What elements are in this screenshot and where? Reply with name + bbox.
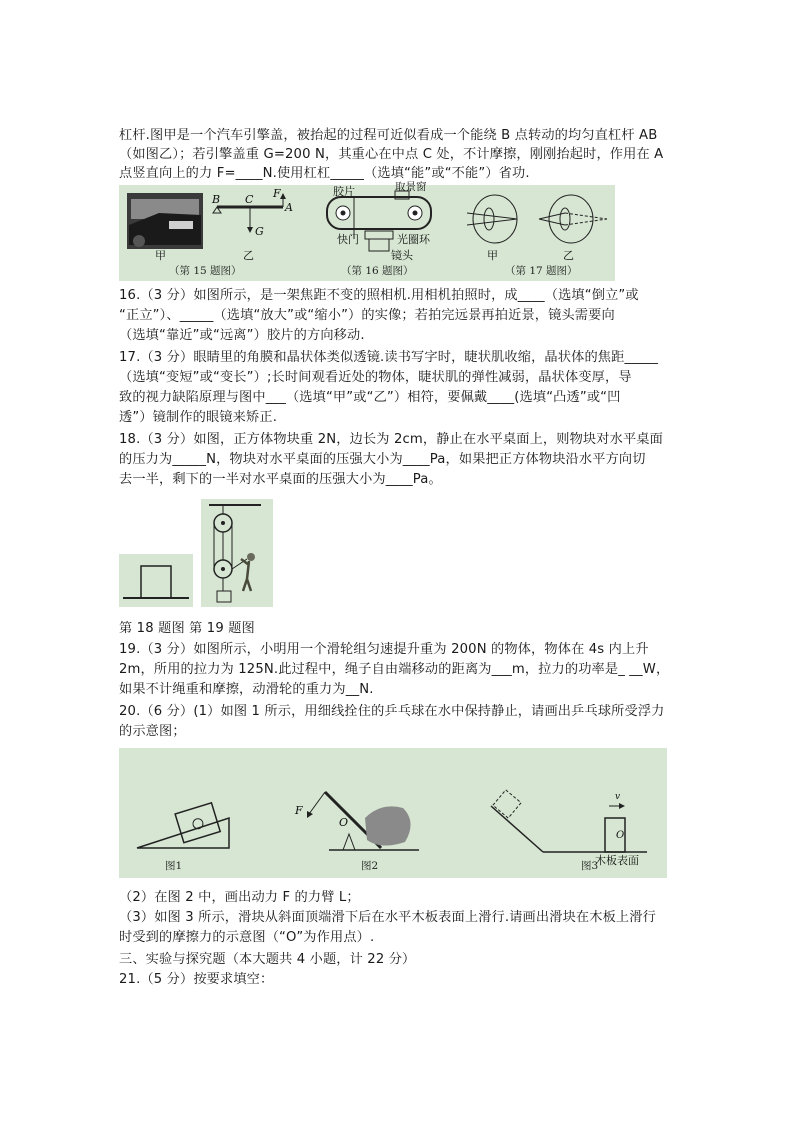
figure-18-drawing <box>119 554 193 607</box>
q19-line-1: 19.（3 分）如图所示，小明用一个滑轮组匀速提升重为 200N 的物体，物体在 4s 内上升 <box>119 642 649 657</box>
q16-line-3: （选填“靠近”或“远离”）胶片的方向移动. <box>119 328 365 343</box>
q15-line-2: （如图乙）；若引擎盖重 G=200 N，其重心在中点 C 处，不计摩擦，刚刚抬起时，作用在 A <box>119 147 664 162</box>
figure-15-16-17 <box>119 181 615 281</box>
fig15-caption: （第 15 题图） <box>169 265 242 277</box>
fig17-caption: （第 17 题图） <box>505 265 578 277</box>
label-B: B <box>212 193 221 206</box>
q20-line-1: 20.（6 分）(1）如图 1 所示，用细线拴住的乒乓球在水中保持静止，请画出乒乓球所受浮力 <box>119 704 665 719</box>
q20-line-2: 的示意图； <box>119 724 186 739</box>
q20-line-5: 时受到的摩擦力的示意图（“O”为作用点）. <box>119 930 375 945</box>
label-F: F <box>273 187 281 200</box>
q18-line-3: 去一半，剩下的一半对水平桌面的压强大小为____Pa。 <box>119 472 442 487</box>
figure-19 <box>201 499 273 607</box>
q16-line-2: “正立”）、_____（选填“放大”或“缩小”）的实像；若拍完远景再拍近景，镜头需要向 <box>119 308 615 323</box>
label-A: A <box>285 201 293 214</box>
label-aperture: 光圈环 <box>397 233 430 246</box>
label-lens: 镜头 <box>391 249 413 262</box>
label-C: C <box>245 193 254 206</box>
label-viewfinder: 取景窗 <box>395 181 427 193</box>
label-F2: F <box>295 804 303 817</box>
fig16-caption: （第 16 题图） <box>341 265 414 277</box>
q20-line-3: （2）在图 2 中，画出动力 F 的力臂 L； <box>119 890 360 905</box>
fig-18-19-caption: 第 18 题图 第 19 题图 <box>119 621 255 636</box>
fig17-jia: 甲 <box>487 249 498 262</box>
section-3-heading: 三、实验与探究题（本大题共 4 小题，计 22 分） <box>119 952 416 967</box>
figure-20 <box>119 748 667 878</box>
fig1-caption: 图1 <box>165 860 183 872</box>
q18-line-1: 18.（3 分）如图，正方体物块重 2N，边长为 2cm，静止在水平桌面上，则物块对水平桌面 <box>119 432 663 447</box>
fig17-yi: 乙 <box>563 249 574 262</box>
fig15-yi: 乙 <box>243 249 254 262</box>
q17-line-2: （选填“变短”或“变长”）;长时间观看近处的物体，睫状肌的弹性减弱，晶状体变厚，导 <box>119 370 632 385</box>
label-O2: O <box>339 816 349 829</box>
q19-line-3: 如果不计绳重和摩擦，动滑轮的重力为__N. <box>119 682 374 697</box>
label-board: 木板表面 <box>595 854 639 867</box>
q17-line-1: 17.（3 分）眼睛里的角膜和晶状体类似透镜.读书写字时，睫状肌收缩，晶状体的焦距_____ <box>119 350 659 365</box>
label-v: v <box>615 792 621 802</box>
fig2-caption: 图2 <box>361 860 379 872</box>
figure-19-drawing <box>201 499 273 607</box>
label-film: 胶片 <box>333 185 355 198</box>
fig15-jia: 甲 <box>155 249 166 262</box>
fig3-caption: 图3 <box>581 860 599 872</box>
q15-line-3: 点竖直向上的力 F=____N.使用杠杠_____（选填“能”或“不能”）省功. <box>119 166 530 181</box>
q19-line-2: 2m，所用的拉力为 125N.此过程中，绳子自由端移动的距离为___m，拉力的功率是_ __W， <box>119 662 670 677</box>
q18-line-2: 的压力为_____N，物块对水平桌面的压强大小为____Pa，如果把正方体物块沿水平方向切 <box>119 452 646 467</box>
label-O3: O <box>616 830 625 841</box>
q15-line-1: 杠杆.图甲是一个汽车引擎盖，被抬起的过程可近似看成一个能绕 B 点转动的均匀直杠杆 AB <box>119 128 658 143</box>
q17-line-3: 致的视力缺陷原理与图中___（选填“甲”或“乙”）相符，要佩戴____(选填“凸透”或“凹 <box>119 390 621 405</box>
q21-line-1: 21.（5 分）按要求填空： <box>119 972 274 987</box>
q16-line-1: 16.（3 分）如图所示，是一架焦距不变的照相机.用相机拍照时，成____（选填“倒立”或 <box>119 288 639 303</box>
q20-line-4: （3）如图 3 所示，滑块从斜面顶端滑下后在水平木板表面上滑行.请画出滑块在木板上滑行 <box>119 910 656 925</box>
figure-18 <box>119 554 193 607</box>
label-shutter: 快门 <box>337 233 359 246</box>
label-G: G <box>255 225 264 238</box>
q17-line-4: 透”）镜制作的眼镜来矫正. <box>119 410 278 425</box>
